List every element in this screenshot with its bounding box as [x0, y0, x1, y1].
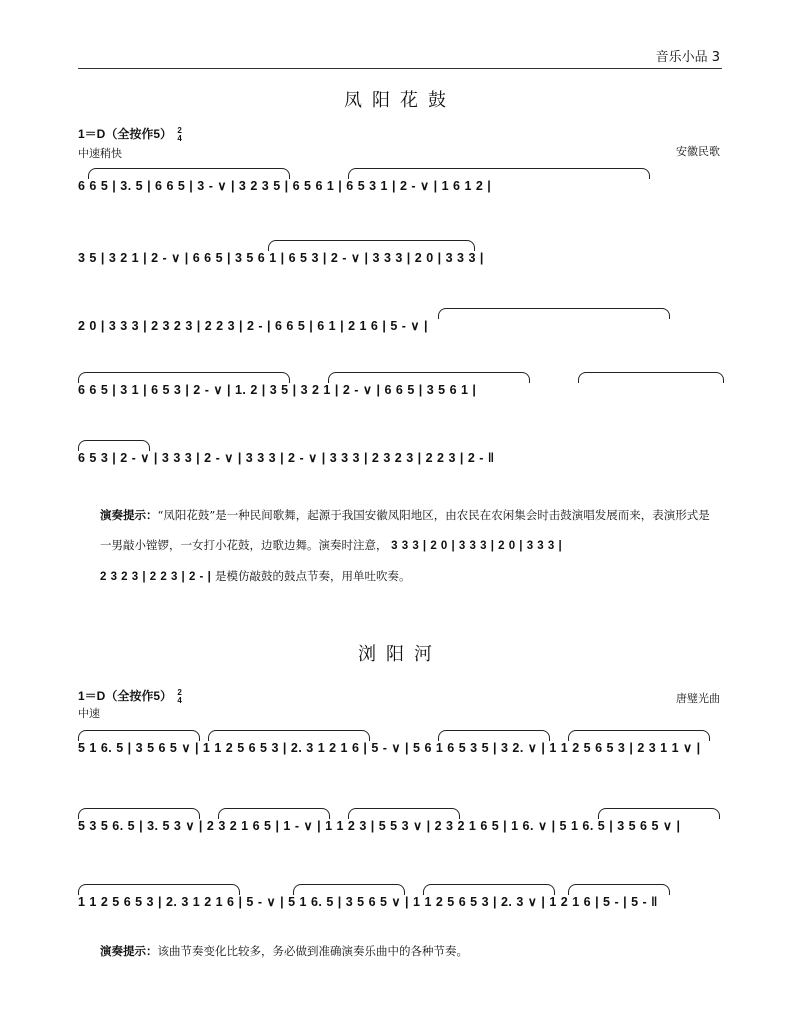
time-sig-top: 2 — [177, 125, 182, 135]
performance-hint — [100, 936, 720, 966]
staff-line — [78, 880, 722, 916]
time-signature — [177, 127, 181, 143]
song-title: 凤阳花鼓 — [344, 90, 456, 111]
notation-line: 1 1 2 5 6 5 3 | 2. 3 1 2 1 6 | 5 - ∨ | 5 1 6. 5 | 3 5 6 5 ∨ | 1 1 2 5 6 5 3 | 2. 3 ∨ | 1 2 1 6 | 5 - | 5 - ‖ — [78, 895, 658, 909]
key-text: 1＝D（全按作5） — [78, 689, 173, 703]
staff-line — [78, 436, 722, 472]
hint-text: 是模仿敲鼓的鼓点节奏，用单吐吹奏。 — [214, 569, 411, 583]
staff-line — [78, 304, 722, 340]
time-signature — [177, 689, 181, 705]
tempo-marking: 中速稍快 — [78, 147, 122, 160]
composer-credit: 安徽民歌 — [676, 145, 720, 158]
time-sig-bottom: 4 — [177, 133, 182, 143]
notation-line: 5 1 6. 5 | 3 5 6 5 ∨ | 1 1 2 5 6 5 3 | 2. 3 1 2 1 6 | 5 - ∨ | 5 6 1 6 5 3 5 | 3 2. ∨ | 1 1 2 5 6 5 3 | 2 3 1 1 ∨ | — [78, 741, 701, 755]
performance-hint — [100, 500, 720, 592]
notation-line: 6 6 5 | 3 1 | 6 5 3 | 2 - ∨ | 1. 2 | 3 5 | 3 2 1 | 2 - ∨ | 6 6 5 | 3 5 6 1 | — [78, 383, 477, 397]
hint-text: “凤阳花鼓”是一种民间歌舞，起源于我国安徽凤阳地区，由农民在农闲集会时击鼓演唱发展而来，表演形式是一男敲小镗锣，一女打小花鼓，边歌边舞。演奏时注意， — [100, 508, 710, 552]
notation-line: 5 3 5 6. 5 | 3. 5 3 ∨ | 2 3 2 1 6 5 | 1 - ∨ | 1 1 2 3 | 5 5 3 ∨ | 2 3 2 1 6 5 | 1 6. ∨ | 5 1 6. 5 | 3 5 6 5 ∨ | — [78, 819, 681, 833]
key-signature — [78, 125, 182, 143]
notation-line: 3 5 | 3 2 1 | 2 - ∨ | 6 6 5 | 3 5 6 1 | 6 5 3 | 2 - ∨ | 3 3 3 | 2 0 | 3 3 3 | — [78, 251, 484, 265]
hint-rhythm: 3 3 3 | 2 0 | 3 3 3 | 2 0 | 3 3 3 | — [391, 540, 563, 552]
time-sig-bottom: 4 — [177, 695, 182, 705]
composer-credit: 唐璧光曲 — [676, 692, 720, 705]
key-signature — [78, 687, 182, 705]
running-head: 音乐小品 3 — [655, 50, 720, 65]
tempo-marking: 中速 — [78, 707, 100, 720]
staff-line — [78, 164, 722, 200]
hint-text: 该曲节奏变化比较多，务必做到准确演奏乐曲中的各种节奏。 — [157, 944, 468, 958]
staff-line — [78, 804, 722, 840]
notation-line: 2 0 | 3 3 3 | 2 3 2 3 | 2 2 3 | 2 - | 6 6 5 | 6 1 | 2 1 6 | 5 - ∨ | — [78, 319, 428, 333]
hint-label: 演奏提示： — [100, 944, 158, 958]
song-title: 浏阳河 — [358, 644, 442, 665]
staff-line — [78, 726, 722, 762]
hint-rhythm: 2 3 2 3 | 2 2 3 | 2 - | — [100, 571, 212, 583]
hint-label: 演奏提示： — [100, 508, 158, 522]
time-sig-top: 2 — [177, 687, 182, 697]
staff-line — [78, 368, 722, 404]
header-rule — [78, 68, 722, 69]
key-text: 1＝D（全按作5） — [78, 127, 173, 141]
notation-line: 6 5 3 | 2 - ∨ | 3 3 3 | 2 - ∨ | 3 3 3 | 2 - ∨ | 3 3 3 | 2 3 2 3 | 2 2 3 | 2 - ‖ — [78, 451, 495, 465]
staff-line — [78, 236, 722, 272]
notation-line: 6 6 5 | 3. 5 | 6 6 5 | 3 - ∨ | 3 2 3 5 | 6 5 6 1 | 6 5 3 1 | 2 - ∨ | 1 6 1 2 | — [78, 179, 492, 193]
